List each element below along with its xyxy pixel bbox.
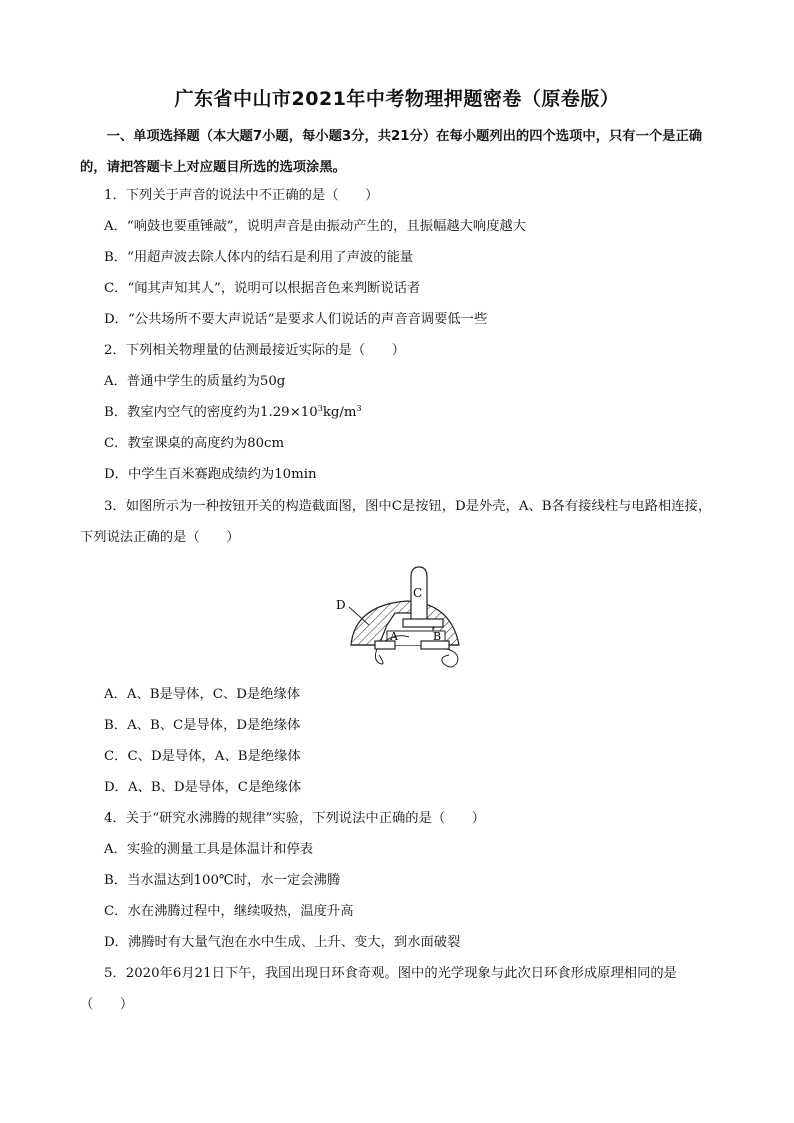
- contact-bar-shape: [403, 619, 443, 627]
- wire-b-shape: [442, 649, 458, 667]
- question-2-option-a: A．普通中学生的质量约为50g: [104, 374, 286, 389]
- section-heading: 一、单项选择题（本大题7小题，每小题3分，共21分）在每小题列出的四个选项中，只有一个是正确的，请把答题卡上对应题目所选的选项涂黑。: [80, 129, 703, 175]
- question-1-stem: 1．下列关于声音的说法中不正确的是（ ）: [104, 188, 379, 203]
- question-1-option-c: C．“闻其声知其人”，说明可以根据音色来判断说话者: [104, 281, 421, 296]
- question-5-stem: 5．2020年6月21日下午，我国出现日环食奇观。图中的光学现象与此次日环食形成原理相同的是（ ）: [80, 966, 677, 1012]
- question-3-stem: 3．如图所示为一种按钮开关的构造截面图，图中C是按钮，D是外壳，A、B各有接线柱与电路相连接，下列说法正确的是（ ）: [80, 499, 712, 545]
- figure-label-b: B: [433, 630, 442, 643]
- question-4-option-d: D．沸腾时有大量气泡在水中生成、上升、变大，到水面破裂: [104, 935, 461, 950]
- question-3-option-a: A．A、B是导体，C、D是绝缘体: [104, 687, 301, 702]
- question-4-option-c: C．水在沸腾过程中，继续吸热，温度升高: [104, 904, 354, 919]
- question-4-option-a: A．实验的测量工具是体温计和停表: [104, 842, 314, 857]
- question-2-option-d: D．中学生百米赛跑成绩约为10min: [104, 467, 317, 482]
- option-b-exponent: 3: [317, 404, 323, 413]
- question-2-option-b: [104, 403, 362, 423]
- question-1-option-a: A．“响鼓也要重锤敲”，说明声音是由振动产生的，且振幅越大响度越大: [104, 219, 527, 234]
- figure-label-d: D: [336, 598, 346, 612]
- figure-label-c: C: [413, 586, 423, 600]
- option-b-unit-exponent: 3: [356, 404, 362, 413]
- question-3-option-b: B．A、B、C是导体，D是绝缘体: [104, 718, 301, 733]
- figure-label-a: A: [390, 630, 398, 643]
- question-4-stem: 4．关于“研究水沸腾的规律”实验，下列说法中正确的是（ ）: [104, 811, 486, 826]
- question-4-option-b: B．当水温达到100℃时，水一定会沸腾: [104, 873, 341, 888]
- question-1-option-b: B．“用超声波去除人体内的结石是利用了声波的能量: [104, 250, 414, 265]
- question-3-option-c: C．C、D是导体，A、B是绝缘体: [104, 749, 301, 764]
- page-title: 广东省中山市2021年中考物理押题密卷（原卷版）: [174, 88, 620, 110]
- question-3-option-d: D．A、B、D是导体，C是绝缘体: [104, 780, 302, 795]
- option-b-prefix: B．教室内空气的密度约为1.29×10: [104, 405, 318, 420]
- question-1-option-d: D．“公共场所不要大声说话”是要求人们说话的声音音调要低一些: [104, 312, 488, 327]
- button-switch-figure: [329, 563, 469, 675]
- wire-a-shape: [375, 649, 383, 664]
- question-2-option-c: C．教室课桌的高度约为80cm: [104, 436, 285, 451]
- option-b-unit: kg/m: [322, 405, 357, 420]
- question-2-stem: 2．下列相关物理量的估测最接近实际的是（ ）: [104, 343, 405, 358]
